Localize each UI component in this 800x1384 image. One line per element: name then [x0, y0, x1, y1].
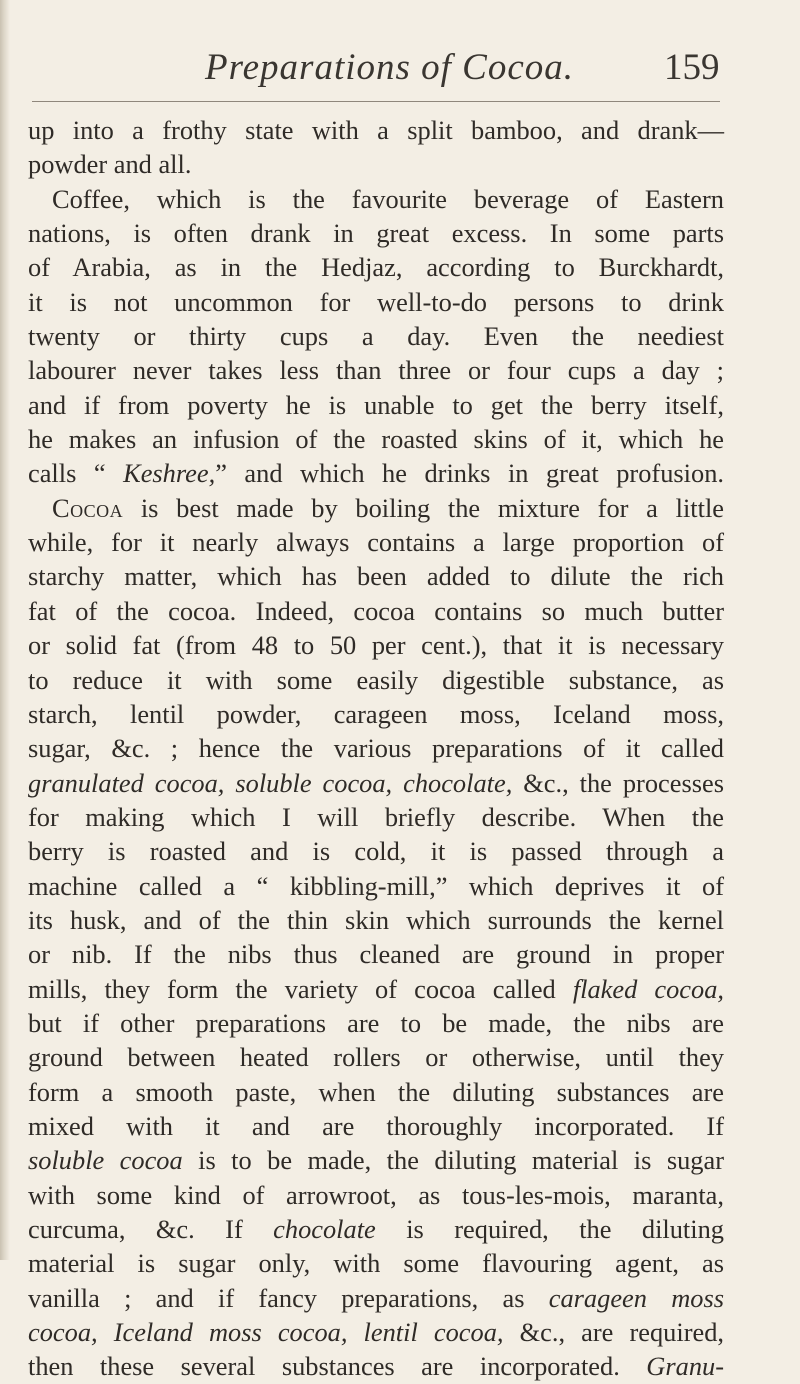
text-line-31: soluble cocoa is to be made, the diluting material is sugar — [28, 1145, 724, 1176]
text-line-30: mixed with it and are thoroughly incorporated. If — [28, 1110, 724, 1141]
text-line-11: calls “ Keshree,” and which he drinks in great profusion. — [28, 458, 724, 489]
text-line-9: and if from poverty he is unable to get the berry itself, — [28, 389, 724, 420]
text-line-21: for making which I will briefly describe. When the — [28, 801, 724, 832]
text-line-7: twenty or thirty cups a day. Even the neediest — [28, 321, 724, 352]
text-line-23: machine called a “ kibbling-mill,” which deprives it of — [28, 870, 724, 901]
text-line-34: material is sugar only, with some flavouring agent, as — [28, 1248, 724, 1279]
page-header — [0, 46, 800, 96]
text-line-4: nations, is often drank in great excess. In some parts — [28, 218, 724, 249]
text-line-15: fat of the cocoa. Indeed, cocoa contains so much butter — [28, 595, 724, 626]
header-rule — [32, 101, 720, 102]
page-binding-edge — [0, 0, 10, 1260]
text-line-3: Coffee, which is the favourite beverage of Eastern — [52, 183, 724, 214]
text-line-29: form a smooth paste, when the diluting substances are — [28, 1076, 724, 1107]
text-line-2: powder and all. — [28, 149, 192, 180]
text-line-6: it is not uncommon for well-to-do persons to drink — [28, 286, 724, 317]
text-line-32: with some kind of arrowroot, as tous-les-mois, maranta, — [28, 1179, 724, 1210]
text-line-13: while, for it nearly always contains a large proportion of — [28, 527, 724, 558]
text-line-8: labourer never takes less than three or four cups a day ; — [28, 355, 724, 386]
text-line-14: starchy matter, which has been added to dilute the rich — [28, 561, 724, 592]
text-line-17: to reduce it with some easily digestible substance, as — [28, 664, 724, 695]
text-line-33: curcuma, &c. If chocolate is required, the diluting — [28, 1214, 724, 1244]
page-number: 159 — [664, 47, 720, 88]
text-line-28: ground between heated rollers or otherwise, until they — [28, 1042, 724, 1073]
running-title: Preparations of Cocoa. — [205, 47, 575, 88]
text-line-5: of Arabia, as in the Hedjaz, according to Burckhardt, — [28, 252, 724, 283]
text-line-36: cocoa, Iceland moss cocoa, lentil cocoa, &c., are required, — [28, 1317, 724, 1348]
text-line-19: sugar, &c. ; hence the various preparations of it called — [28, 733, 724, 764]
text-line-25: or nib. If the nibs thus cleaned are ground in proper — [28, 939, 724, 970]
text-line-18: starch, lentil powder, carageen moss, Iceland moss, — [28, 698, 724, 729]
text-line-1: up into a frothy state with a split bamboo, and drank— — [28, 115, 724, 145]
text-line-16: or solid fat (from 48 to 50 per cent.), that it is necessary — [28, 630, 724, 661]
body-text — [28, 113, 724, 1384]
text-line-10: he makes an infusion of the roasted skins of it, which he — [28, 424, 724, 455]
text-line-22: berry is roasted and is cold, it is passed through a — [28, 836, 724, 867]
text-line-35: vanilla ; and if fancy preparations, as carageen moss — [28, 1282, 724, 1313]
text-line-24: its husk, and of the thin skin which surrounds the kernel — [28, 904, 724, 935]
text-line-26: mills, they form the variety of cocoa called flaked cocoa, — [28, 973, 724, 1004]
text-line-20: granulated cocoa, soluble cocoa, chocolate, &c., the processes — [28, 767, 724, 798]
text-line-27: but if other preparations are to be made, the nibs are — [28, 1007, 724, 1038]
text-line-37: then these several substances are incorporated. Granu- — [28, 1351, 724, 1382]
text-line-12: Cocoa is best made by boiling the mixture for a little — [52, 492, 724, 523]
